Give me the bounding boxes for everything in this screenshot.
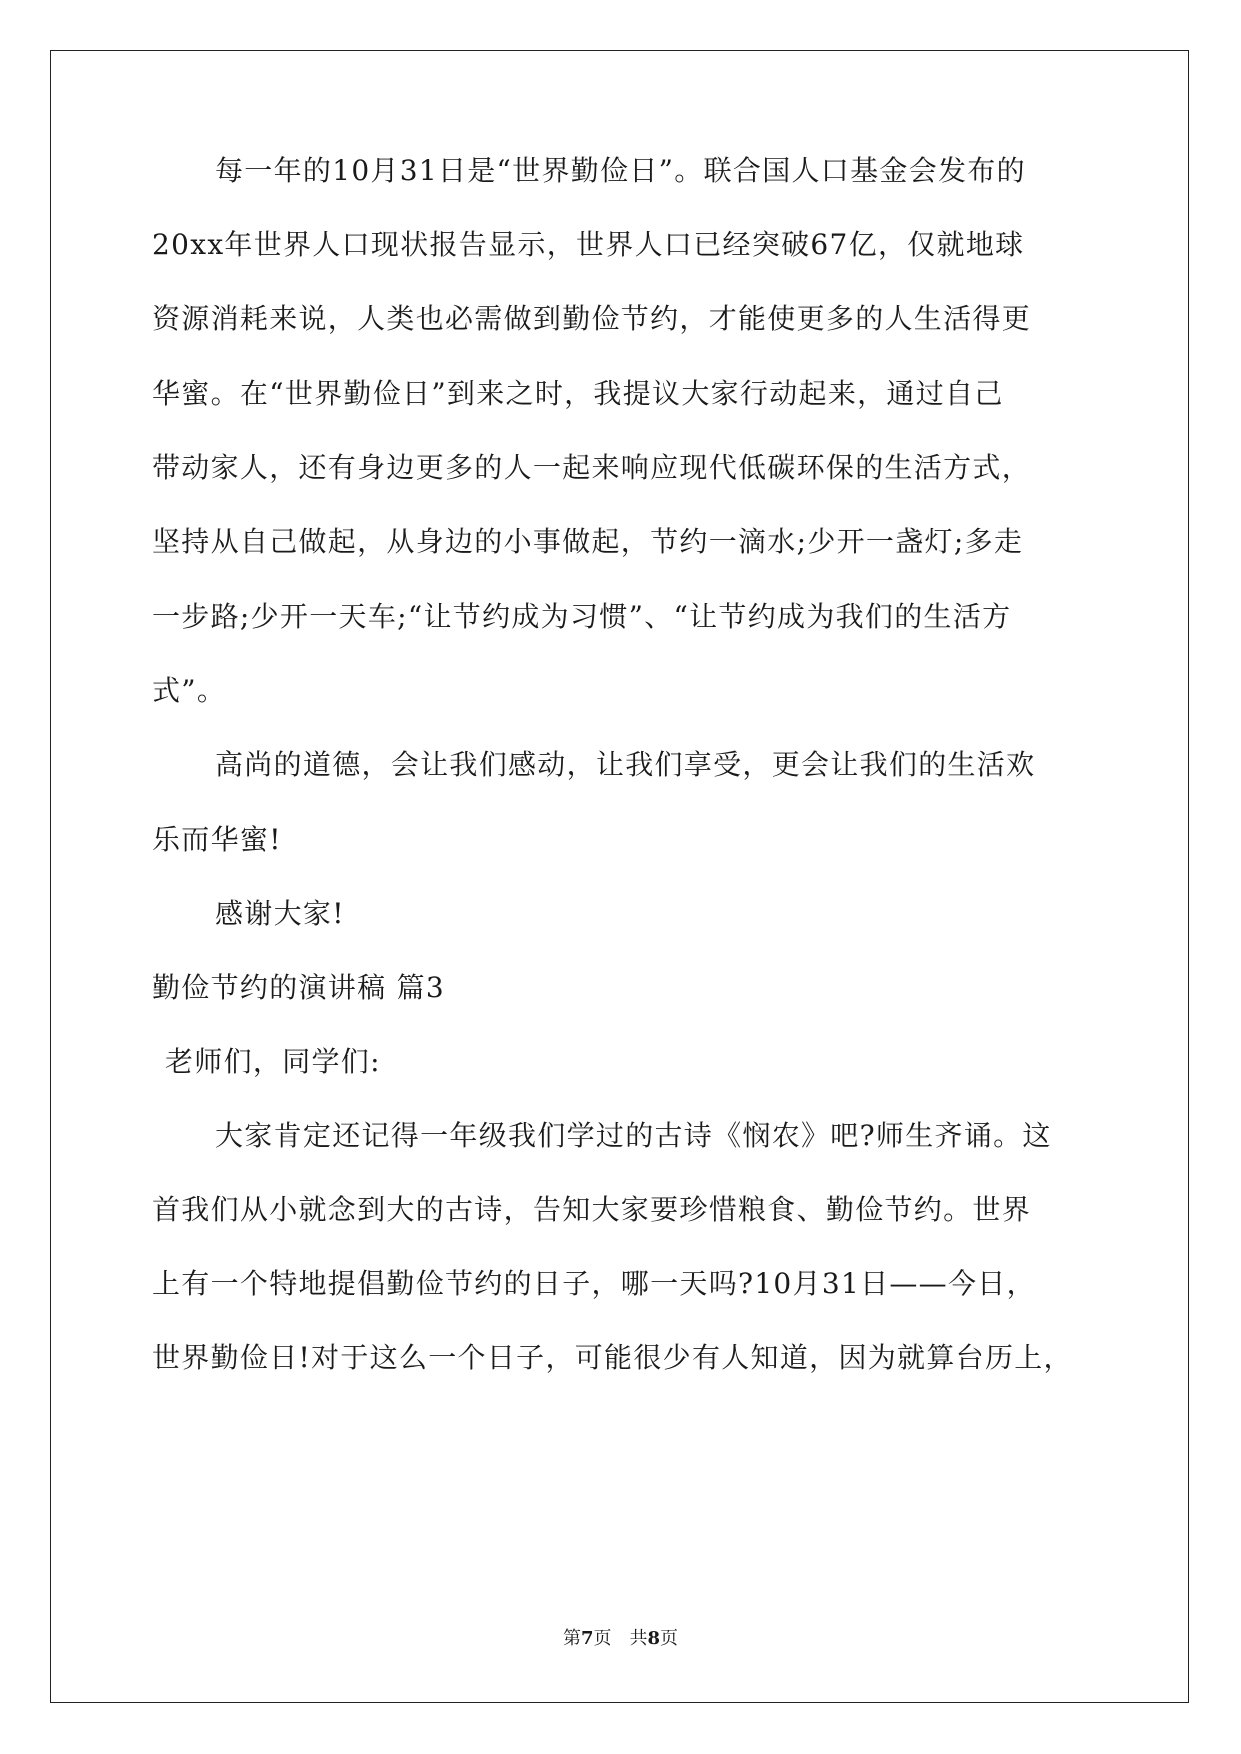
paragraph-line: 20xx年世界人口现状报告显示，世界人口已经突破67亿，仅就地球 [152,228,1025,261]
section-heading: 勤俭节约的演讲稿 篇3 [152,971,446,1004]
paragraph-line: 高尚的道德，会让我们感动，让我们享受，更会让我们的生活欢 [215,748,1036,781]
paragraph-line: 坚持从自己做起，从身边的小事做起，节约一滴水;少开一盏灯;多走 [152,525,1024,558]
paragraph-line: 资源消耗来说，人类也必需做到勤俭节约，才能使更多的人生活得更 [152,302,1032,335]
paragraph-line: 上有一个特地提倡勤俭节约的日子，哪一天吗?10月31日——今日， [152,1267,1036,1300]
total-pages-number: 8 [647,1628,661,1649]
paragraph-line: 一步路;少开一天车;“让节约成为习惯”、“让节约成为我们的生活方 [152,600,1012,633]
paragraph-line: 大家肯定还记得一年级我们学过的古诗《悯农》吧?师生齐诵。这 [215,1119,1052,1152]
paragraph-line: 华蜜。在“世界勤俭日”到来之时，我提议大家行动起来，通过自己 [152,377,1004,410]
salutation: 老师们，同学们: [165,1045,381,1078]
footer-prefix: 第 [562,1628,581,1649]
footer-mid: 页 共 [593,1628,648,1649]
footer-suffix: 页 [660,1628,679,1649]
paragraph-line: 带动家人，还有身边更多的人一起来响应现代低碳环保的生活方式， [152,451,1032,484]
page-border [50,50,1189,1703]
current-page-number: 7 [580,1628,594,1649]
paragraph-line: 式”。 [152,674,227,707]
page-footer [0,1624,1241,1650]
paragraph-line: 首我们从小就念到大的古诗，告知大家要珍惜粮食、勤俭节约。世界 [152,1193,1032,1226]
paragraph-line: 每一年的10月31日是“世界勤俭日”。联合国人口基金会发布的 [215,154,1026,187]
paragraph-line: 乐而华蜜! [152,823,282,856]
paragraph-line: 世界勤俭日!对于这么一个日子，可能很少有人知道，因为就算台历上， [152,1341,1073,1374]
paragraph-line: 感谢大家! [215,897,345,930]
